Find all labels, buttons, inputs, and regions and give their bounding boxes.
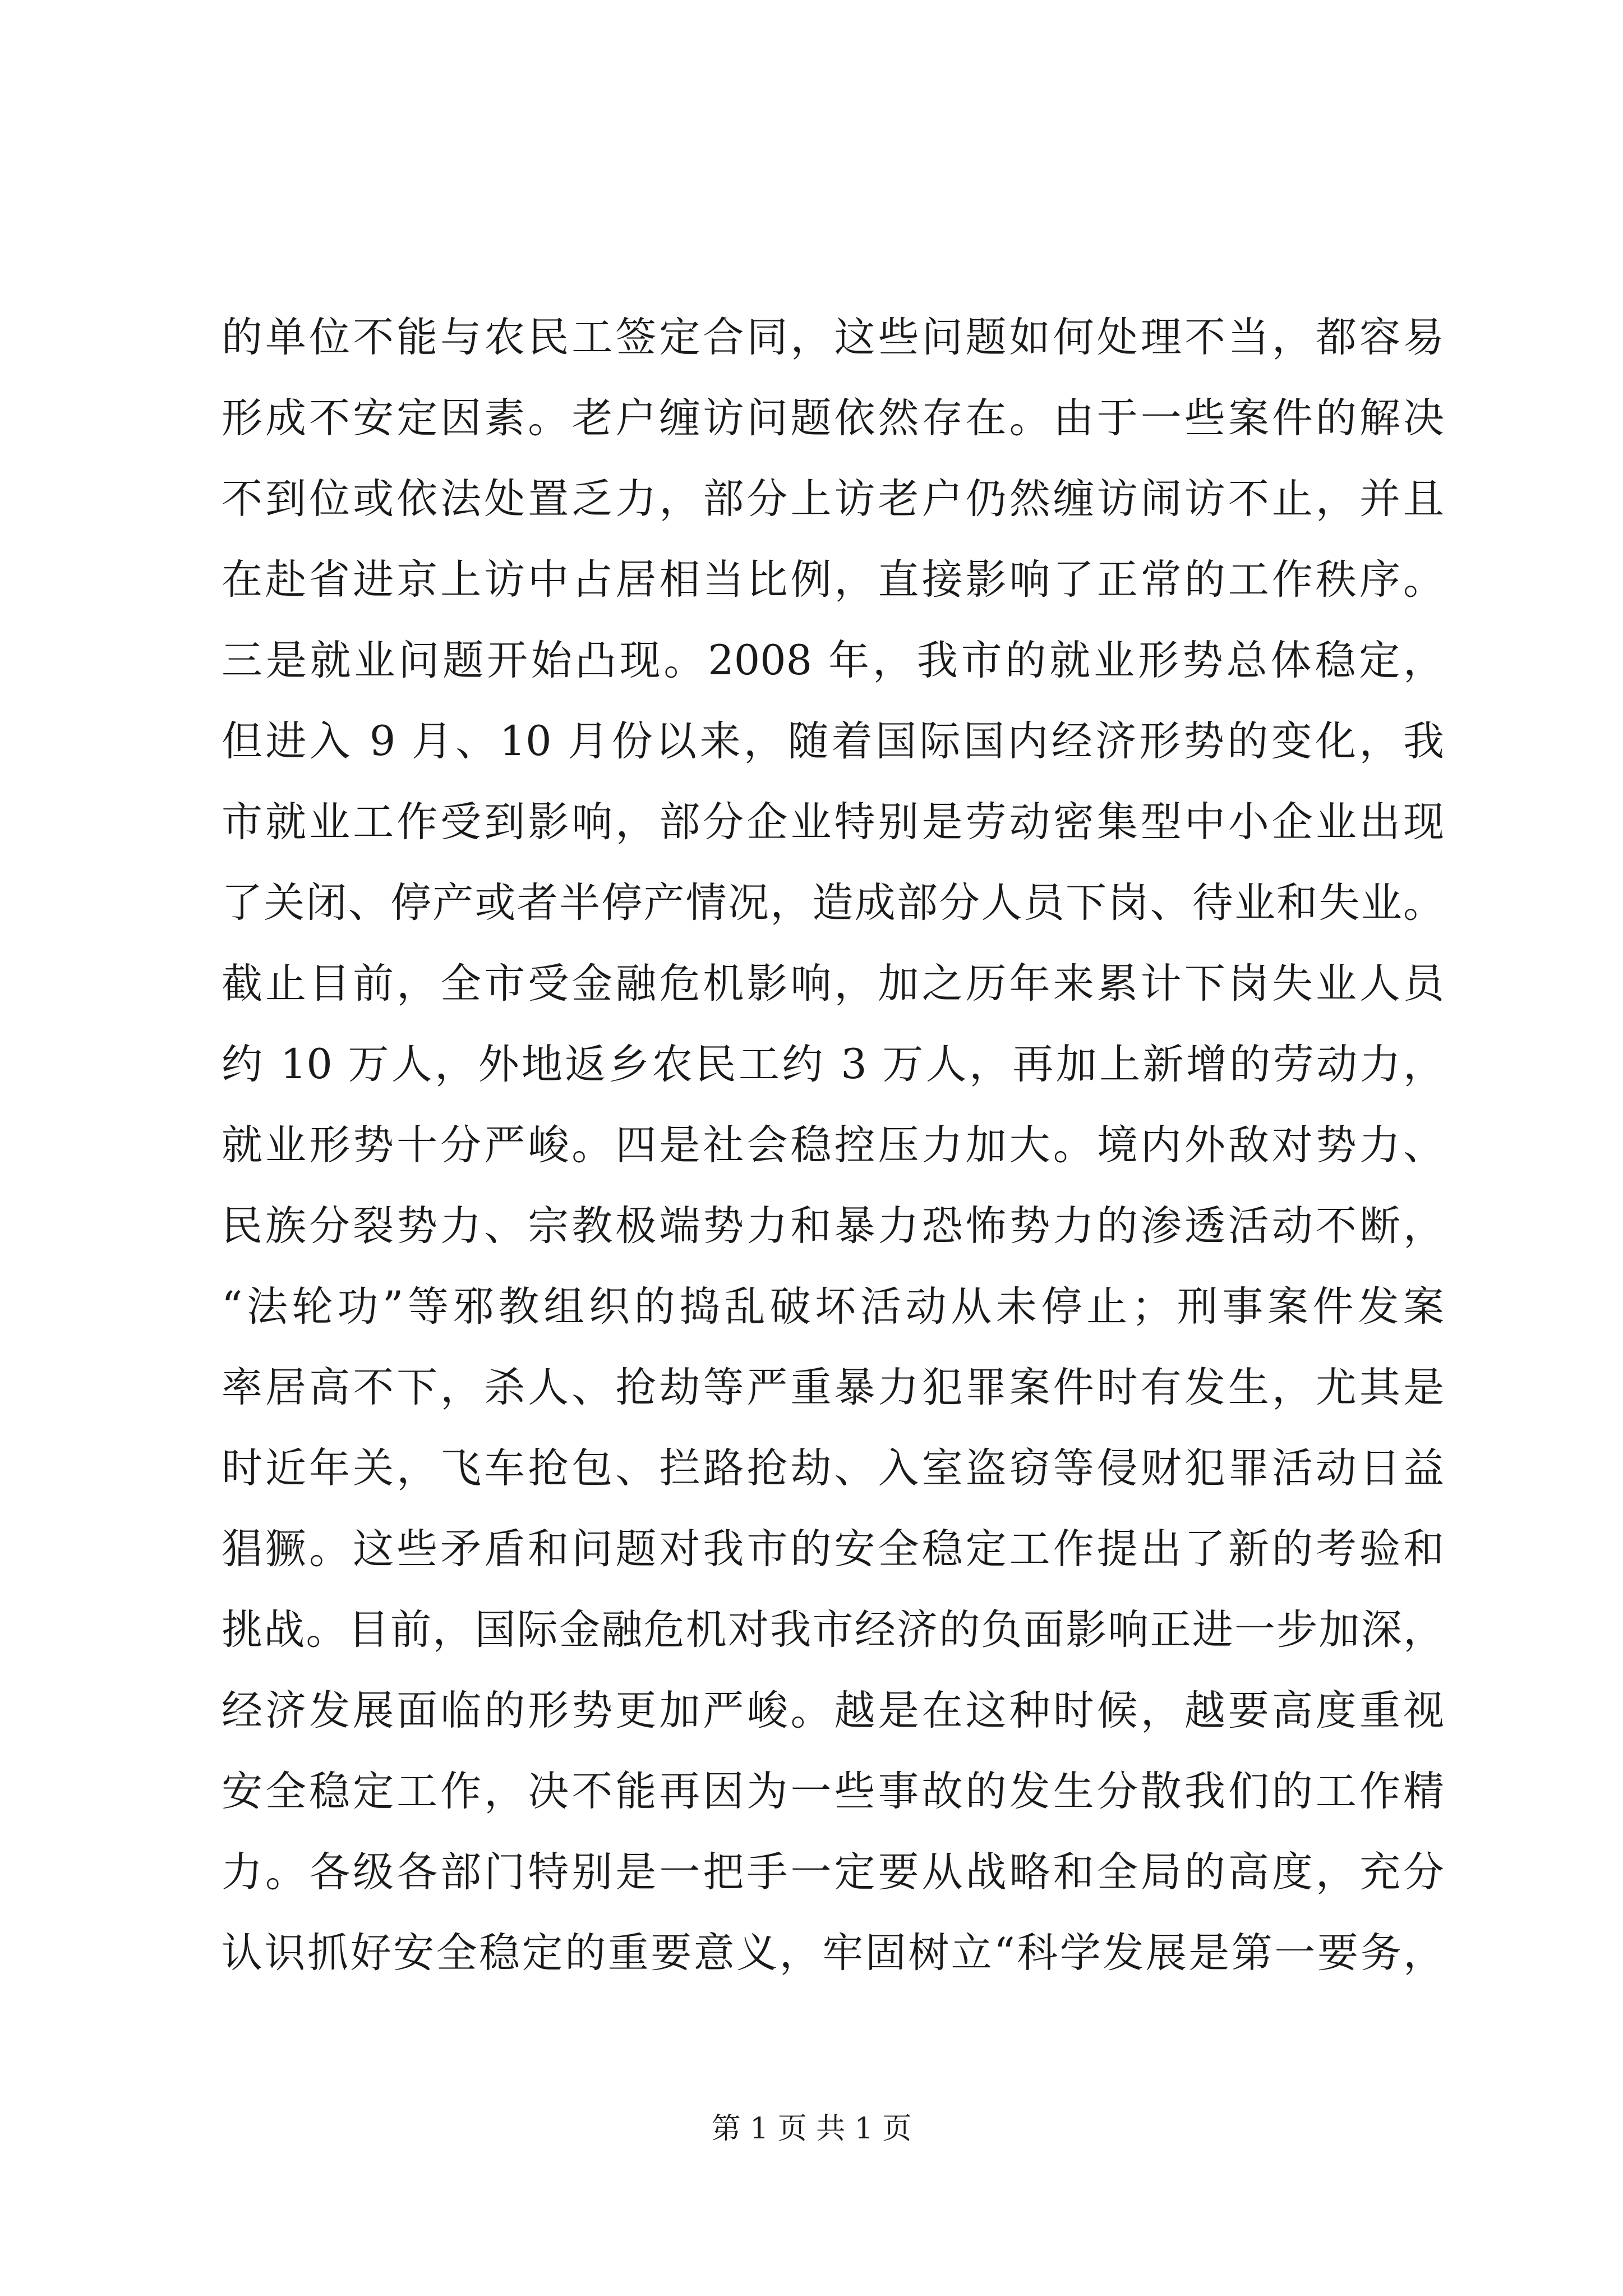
text-line: 率居高不下，杀人、抢劫等严重暴力犯罪案件时有发生，尤其是 xyxy=(222,1364,1444,1411)
text-line: 挑战。目前，国际金融危机对我市经济的负面影响正进一步加深， xyxy=(222,1606,1444,1654)
page-number: 第 1 页 共 1 页 xyxy=(711,2112,912,2146)
text-line: 安全稳定工作，决不能再因为一些事故的发生分散我们的工作精 xyxy=(222,1768,1444,1815)
text-line: 的单位不能与农民工签定合同，这些问题如何处理不当，都容易 xyxy=(222,314,1444,361)
text-line: 了关闭、停产或者半停产情况，造成部分人员下岗、待业和失业。 xyxy=(222,879,1444,927)
text-line: 三是就业问题开始凸现。2008 年，我市的就业形势总体稳定， xyxy=(222,637,1444,684)
text-line: 猖獗。这些矛盾和问题对我市的安全稳定工作提出了新的考验和 xyxy=(222,1525,1444,1573)
body-text xyxy=(222,297,1444,1994)
text-line: “法轮功”等邪教组织的捣乱破坏活动从未停止；刑事案件发案 xyxy=(222,1283,1444,1331)
text-line: 约 10 万人，外地返乡农民工约 3 万人，再加上新增的劳动力， xyxy=(222,1041,1444,1088)
text-line: 形成不安定因素。老户缠访问题依然存在。由于一些案件的解决 xyxy=(222,394,1444,442)
text-line: 认识抓好安全稳定的重要意义，牢固树立“科学发展是第一要务， xyxy=(222,1929,1444,1977)
text-line: 民族分裂势力、宗教极端势力和暴力恐怖势力的渗透活动不断， xyxy=(222,1202,1444,1250)
text-line: 力。各级各部门特别是一把手一定要从战略和全局的高度，充分 xyxy=(222,1848,1444,1896)
text-line: 经济发展面临的形势更加严峻。越是在这种时候，越要高度重视 xyxy=(222,1687,1444,1734)
text-line: 但进入 9 月、10 月份以来，随着国际国内经济形势的变化，我 xyxy=(222,717,1444,765)
text-line: 时近年关，飞车抢包、拦路抢劫、入室盗窃等侵财犯罪活动日益 xyxy=(222,1444,1444,1492)
text-line: 市就业工作受到影响，部分企业特别是劳动密集型中小企业出现 xyxy=(222,798,1444,846)
page-footer xyxy=(0,2109,1623,2148)
text-line: 在赴省进京上访中占居相当比例，直接影响了正常的工作秩序。 xyxy=(222,556,1444,604)
text-line: 不到位或依法处置乏力，部分上访老户仍然缠访闹访不止，并且 xyxy=(222,475,1444,523)
text-line: 截止目前，全市受金融危机影响，加之历年来累计下岗失业人员 xyxy=(222,960,1444,1007)
text-line: 就业形势十分严峻。四是社会稳控压力加大。境内外敌对势力、 xyxy=(222,1121,1444,1169)
